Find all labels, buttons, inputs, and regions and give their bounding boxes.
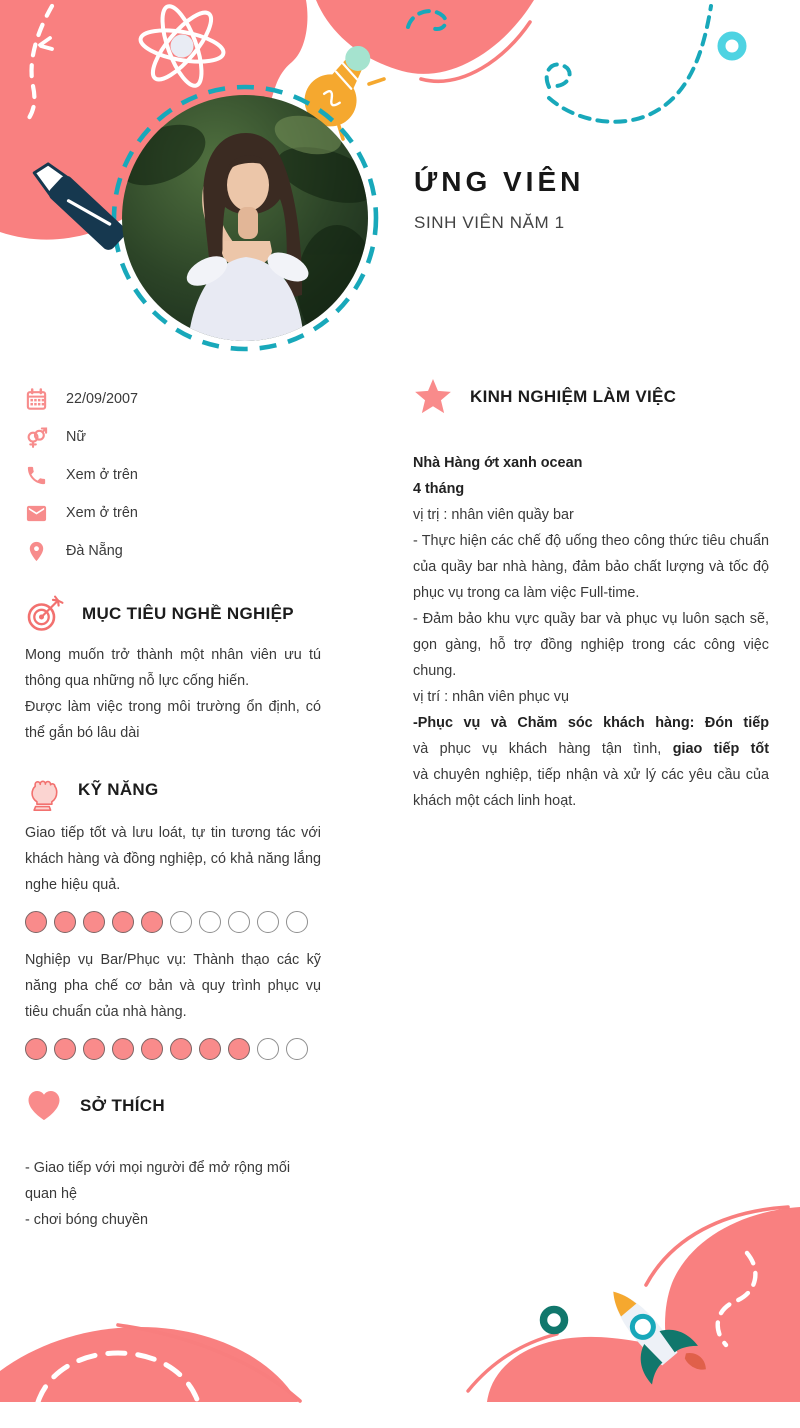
gender-icon [25, 426, 48, 449]
experience-detail-segment: -Phục vụ và Chăm sóc khách hàng: Đón tiếp [413, 715, 769, 731]
experience-detail-segment: và phục vụ khách hàng tận tình, [413, 741, 673, 757]
hobby-item: - Giao tiếp với mọi người để mở rộng mối quan hệ [25, 1160, 291, 1202]
skill-description: Giao tiếp tốt và lưu loát, tự tin tương tác với khách hàng và đồng nghiệp, có khả năng lắng nghe hiệu quả. [25, 825, 321, 893]
hobbies-section-heading [25, 1088, 321, 1123]
profile-photo [122, 95, 368, 341]
experience-company: Nhà Hàng ớt xanh ocean [413, 455, 583, 471]
skills-title: KỸ NĂNG [78, 780, 159, 799]
location-value: Đà Nẵng [66, 543, 123, 559]
contact-list [25, 380, 321, 570]
objective-title: MỤC TIÊU NGHỀ NGHIỆP [82, 604, 294, 623]
experience-title: KINH NGHIỆM LÀM VIỆC [470, 387, 677, 406]
experience-position-bar: vị trị : nhân viên quầy bar [413, 507, 574, 523]
skill-rating [25, 911, 321, 935]
rating-dot [54, 1038, 76, 1060]
experience-detail-line [413, 762, 769, 814]
contact-row-phone [25, 456, 321, 494]
rating-dot [25, 1038, 47, 1060]
rating-dot [170, 911, 192, 933]
profile-photo-art [122, 95, 368, 341]
experience-detail-line [413, 736, 769, 762]
rating-dot [257, 1038, 279, 1060]
left-column [25, 380, 321, 1233]
contact-row-email [25, 494, 321, 532]
rating-dot [141, 911, 163, 933]
email-icon [25, 502, 48, 525]
rating-dot [199, 1038, 221, 1060]
rating-dot [25, 911, 47, 933]
calendar-icon [25, 388, 48, 411]
phone-value: Xem ở trên [66, 467, 138, 483]
rating-dot [83, 911, 105, 933]
contact-row-location [25, 532, 321, 570]
phone-icon [25, 464, 48, 487]
teal-donut-top [722, 36, 743, 57]
contact-row-birthday [25, 380, 321, 418]
right-column [413, 378, 769, 814]
page-subtitle: SINH VIÊN NĂM 1 [414, 213, 565, 232]
rating-dot [199, 911, 221, 933]
top-decoration [0, 0, 800, 380]
rating-dot [286, 911, 308, 933]
hand-icon [25, 768, 61, 812]
target-icon [25, 594, 65, 634]
rating-dot [228, 911, 250, 933]
experience-bullet: - Thực hiện các chế độ uống theo công thức tiêu chuẩn của quầy bar nhà hàng, đảm bảo chất lượng và tốc độ phục vụ trong ca làm việc Full-time. [413, 533, 769, 601]
objective-paragraph: Được làm việc trong môi trường ổn định, có thể gắn bó lâu dài [25, 699, 321, 741]
email-value: Xem ở trên [66, 505, 138, 521]
experience-detail-line [413, 710, 769, 736]
skill-description: Nghiệp vụ Bar/Phục vụ: Thành thạo các kỹ năng pha chế cơ bản và quy trình phục vụ tiêu chuẩn của nhà hàng. [25, 952, 321, 1020]
rating-dot [141, 1038, 163, 1060]
experience-section-heading [413, 378, 769, 416]
experience-body [413, 450, 769, 814]
experience-detail-segment: và chuyên nghiệp, tiếp nhận và xử lý các yêu cầu của khách một cách linh hoạt. [413, 767, 769, 809]
rating-dot [228, 1038, 250, 1060]
experience-duration: 4 tháng [413, 481, 465, 497]
hobbies-title: SỞ THÍCH [80, 1095, 165, 1115]
rating-dot [54, 911, 76, 933]
hobby-list [25, 1155, 321, 1233]
experience-position-service: vị trí : nhân viên phục vụ [413, 689, 569, 705]
rating-dot [83, 1038, 105, 1060]
star-icon [413, 378, 453, 416]
experience-detail-segment: giao tiếp tốt [672, 741, 769, 757]
teal-donut-bottom [544, 1310, 565, 1331]
experience-bullet: - Đảm bảo khu vực quầy bar và phục vụ luôn sạch sẽ, gọn gàng, hỗ trợ đồng nghiệp trong các công việc chung. [413, 611, 769, 679]
contact-row-gender [25, 418, 321, 456]
rating-dot [112, 1038, 134, 1060]
skills-section-heading [25, 768, 321, 812]
skill-rating [25, 1038, 321, 1062]
heart-icon [25, 1088, 63, 1123]
rating-dot [170, 1038, 192, 1060]
pink-blob-bottom-right [665, 1207, 800, 1402]
birthday-value: 22/09/2007 [66, 391, 139, 407]
header [414, 166, 584, 233]
rating-dot [112, 911, 134, 933]
objective-section-heading [25, 594, 321, 634]
page-title: ỨNG VIÊN [414, 166, 585, 197]
rating-dot [257, 911, 279, 933]
location-icon [25, 540, 48, 563]
hobby-item: - chơi bóng chuyền [25, 1212, 149, 1228]
objective-paragraph: Mong muốn trở thành một nhân viên ưu tú thông qua những nỗ lực cống hiến. [25, 647, 321, 689]
gender-value: Nữ [66, 429, 87, 445]
rating-dot [286, 1038, 308, 1060]
